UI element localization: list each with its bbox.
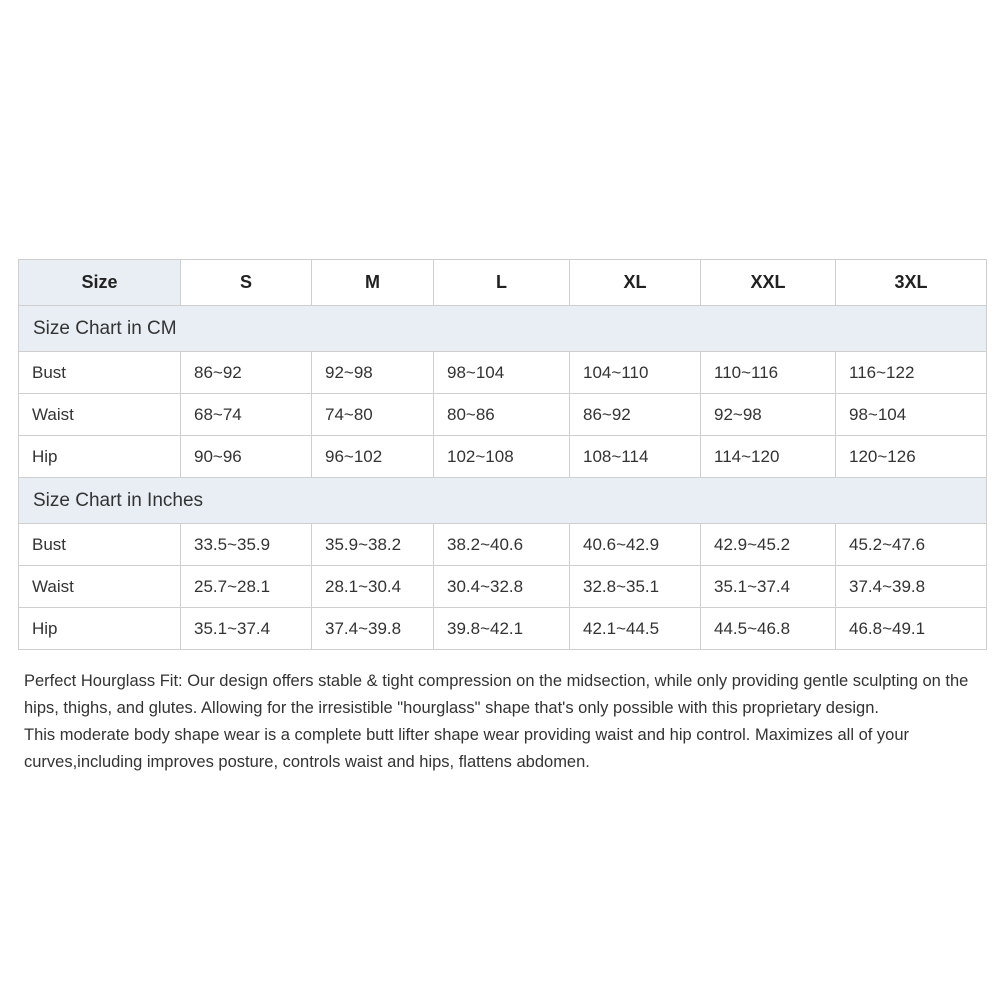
section-row-inches	[19, 478, 987, 524]
table-row	[19, 436, 987, 478]
section-title: Size Chart in CM	[19, 306, 987, 352]
section-row-cm	[19, 306, 987, 352]
table-row	[19, 566, 987, 608]
table-cell: 86~92	[570, 394, 701, 436]
table-cell: 30.4~32.8	[434, 566, 570, 608]
table-cell: 25.7~28.1	[181, 566, 312, 608]
size-header-cell: XXL	[701, 260, 836, 306]
table-cell: 28.1~30.4	[312, 566, 434, 608]
product-description	[24, 668, 974, 776]
size-header-cell: 3XL	[836, 260, 987, 306]
table-cell: 45.2~47.6	[836, 524, 987, 566]
table-cell: 37.4~39.8	[836, 566, 987, 608]
size-header-cell: Size	[19, 260, 181, 306]
table-cell: 86~92	[181, 352, 312, 394]
table-row	[19, 608, 987, 650]
table-cell: 80~86	[434, 394, 570, 436]
description-paragraph: This moderate body shape wear is a complete butt lifter shape wear providing waist and hip control. Maximizes all of your curves,including improves posture, controls waist and hips, flattens abdomen.	[24, 726, 910, 771]
table-cell: 96~102	[312, 436, 434, 478]
table-cell: 35.1~37.4	[701, 566, 836, 608]
row-label: Hip	[19, 608, 181, 650]
table-cell: 90~96	[181, 436, 312, 478]
row-label: Bust	[19, 524, 181, 566]
row-label: Bust	[19, 352, 181, 394]
table-cell: 33.5~35.9	[181, 524, 312, 566]
row-label: Waist	[19, 394, 181, 436]
table-cell: 35.9~38.2	[312, 524, 434, 566]
table-cell: 39.8~42.1	[434, 608, 570, 650]
table-cell: 37.4~39.8	[312, 608, 434, 650]
size-header-row	[19, 260, 987, 306]
description-paragraph: Perfect Hourglass Fit: Our design offers stable & tight compression on the midsection, while only providing gentle sculpting on the hips, thighs, and glutes. Allowing for the irresistible "hourglass" shape that's only possible with this proprietary design.	[24, 672, 969, 717]
table-cell: 98~104	[434, 352, 570, 394]
table-cell: 46.8~49.1	[836, 608, 987, 650]
table-cell: 108~114	[570, 436, 701, 478]
size-header-cell: XL	[570, 260, 701, 306]
row-label: Waist	[19, 566, 181, 608]
table-cell: 114~120	[701, 436, 836, 478]
table-cell: 98~104	[836, 394, 987, 436]
table-cell: 74~80	[312, 394, 434, 436]
size-header-cell: S	[181, 260, 312, 306]
table-cell: 40.6~42.9	[570, 524, 701, 566]
table-row	[19, 352, 987, 394]
table-cell: 68~74	[181, 394, 312, 436]
table-cell: 120~126	[836, 436, 987, 478]
table-cell: 104~110	[570, 352, 701, 394]
table-cell: 42.1~44.5	[570, 608, 701, 650]
table-cell: 116~122	[836, 352, 987, 394]
table-cell: 44.5~46.8	[701, 608, 836, 650]
size-chart-table	[18, 259, 987, 650]
table-row	[19, 394, 987, 436]
table-cell: 92~98	[701, 394, 836, 436]
table-row	[19, 524, 987, 566]
size-header-cell: M	[312, 260, 434, 306]
row-label: Hip	[19, 436, 181, 478]
table-cell: 42.9~45.2	[701, 524, 836, 566]
table-cell: 102~108	[434, 436, 570, 478]
table-cell: 38.2~40.6	[434, 524, 570, 566]
table-cell: 32.8~35.1	[570, 566, 701, 608]
table-cell: 92~98	[312, 352, 434, 394]
size-header-cell: L	[434, 260, 570, 306]
table-cell: 110~116	[701, 352, 836, 394]
section-title: Size Chart in Inches	[19, 478, 987, 524]
table-cell: 35.1~37.4	[181, 608, 312, 650]
